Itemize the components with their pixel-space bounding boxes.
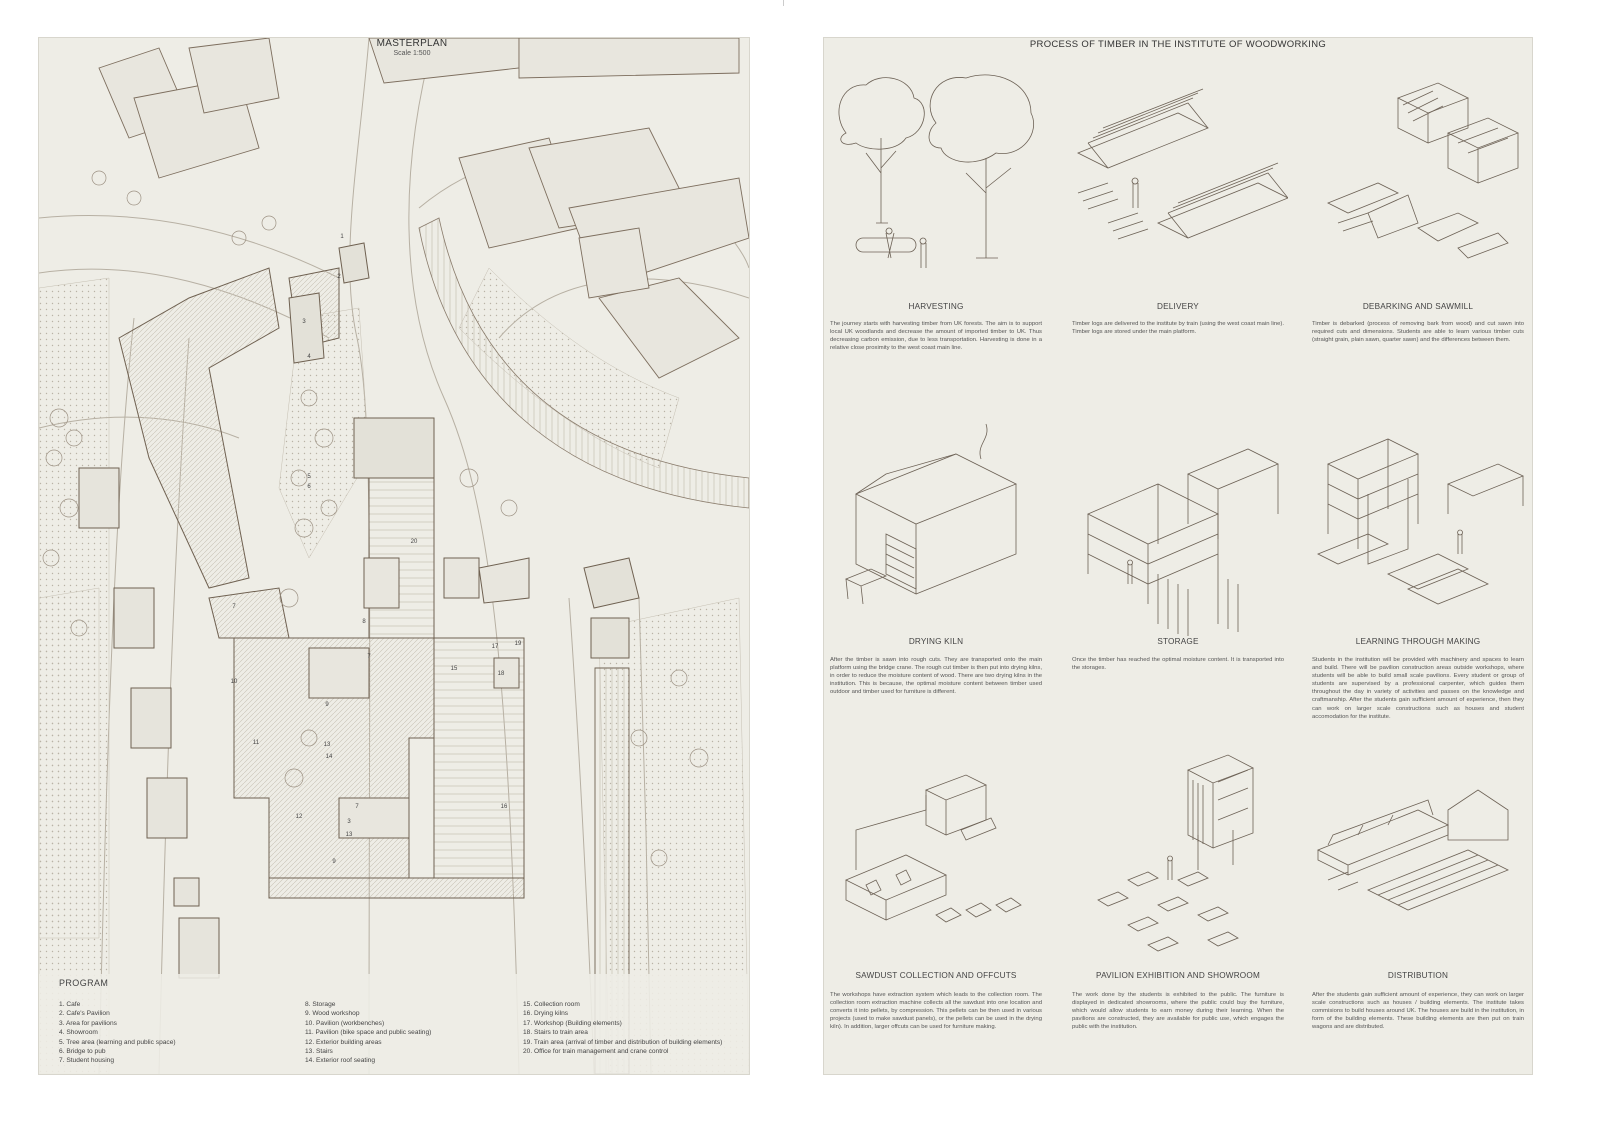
program-column-2: [305, 1000, 431, 1066]
program-column-3: [523, 1000, 722, 1056]
program-item: 17. Workshop (Building elements): [523, 1019, 622, 1027]
plan-number-label: 7: [355, 804, 359, 810]
step-description: The workshops have extraction system which leads to the collection room. The collection room extraction machine collects all the sawdust into one location and converts it into pellets, by compression. This pellets can be then used in various projects (used to make sawdust panels), or the pellets can be used in the drying kiln). In addition, larger offcuts can be used for furniture making.: [830, 992, 1042, 1031]
program-item: 5. Tree area (learning and public space): [59, 1038, 176, 1046]
program-item: 7. Student housing: [59, 1057, 114, 1065]
program-item: 4. Showroom: [59, 1029, 98, 1037]
step-description: The work done by the students is exhibited to the public. The furniture is displayed in dedicated showrooms, where the public could buy the furniture, which would allow students to earn money during their learning. When the pavilions are constructed, they are available for public use, which engages the public with the institution.: [1072, 992, 1284, 1031]
process-sheet: [823, 37, 1533, 1075]
program-item: 15. Collection room: [523, 1001, 580, 1008]
step-description: The journey starts with harvesting timber from UK forests. The aim is to support local UK woodlands and decrease the amount of imported timber to UK. Thus decreasing carbon emission, due to less transportation. Harvesting is done in a relative close proximity to the west coast main line.: [830, 321, 1042, 352]
step-delivery: [1068, 73, 1288, 403]
program-item: 10. Pavilion (workbenches): [305, 1019, 385, 1027]
program-item: 14. Exterior roof seating: [305, 1057, 376, 1065]
distribution-illustration: [1308, 750, 1528, 980]
sawmill-illustration: [1308, 73, 1528, 303]
program-title: PROGRAM: [59, 978, 109, 988]
masterplan-title: MASTERPLAN: [376, 38, 448, 49]
kiln-illustration: [826, 414, 1046, 644]
plan-number-label: 18: [497, 671, 505, 677]
plan-number-label: 19: [514, 641, 522, 647]
step-sawdust: [826, 750, 1046, 1070]
step-debarking: [1308, 73, 1528, 403]
step-title: LEARNING THROUGH MAKING: [1355, 637, 1481, 646]
step-distribution: [1308, 750, 1528, 1070]
plan-number-label: 6: [307, 484, 311, 490]
plan-number-label: 16: [500, 804, 508, 810]
program-item: 3. Area for pavilions: [59, 1019, 117, 1027]
step-title: DELIVERY: [1157, 302, 1199, 311]
plan-number-label: 9: [332, 859, 336, 865]
masterplan-drawing: [39, 38, 749, 1074]
plan-number-label: 5: [307, 474, 311, 480]
program-item: 11. Pavilion (bike space and public seating): [305, 1029, 432, 1037]
step-title: HARVESTING: [908, 302, 964, 311]
plan-number-label: 3: [302, 319, 306, 325]
plan-number-label: 13: [323, 742, 331, 748]
step-title: DISTRIBUTION: [1387, 971, 1449, 980]
sheet-divider: [783, 0, 784, 6]
storage-illustration: [1068, 414, 1288, 644]
learning-illustration: [1308, 414, 1528, 644]
plan-number-label: 7: [367, 654, 371, 660]
plan-number-label: 17: [491, 644, 499, 650]
step-title: DEBARKING AND SAWMILL: [1362, 302, 1474, 311]
step-harvesting: [826, 73, 1046, 403]
masterplan-scale: Scale 1:500: [393, 50, 431, 57]
program-item: 19. Train area (arrival of timber and distribution of building elements): [523, 1038, 723, 1046]
step-title: PAVILION EXHIBITION AND SHOWROOM: [1096, 971, 1260, 980]
step-drying-kiln: [826, 414, 1046, 744]
plan-number-label: 3: [347, 819, 351, 825]
step-description: After the students gain sufficient amount of experience, they can work on larger scale constructions such as houses / building elements. The institute takes commisions to build houses around UK. The houses are build in the institution, in form of the building elements. These building elements are then put on train wagons and are distributed.: [1312, 992, 1524, 1031]
plan-number-label: 14: [325, 754, 333, 760]
plan-number-label: 15: [450, 666, 458, 672]
step-title: STORAGE: [1157, 637, 1199, 646]
plan-number-label: 8: [362, 619, 366, 625]
program-item: 9. Wood workshop: [305, 1010, 360, 1018]
plan-number-label: 20: [410, 539, 418, 545]
plan-number-label: 4: [307, 354, 311, 360]
plan-number-label: 10: [230, 679, 238, 685]
step-description: Timber logs are delivered to the institute by train (using the west coast main line). Timber logs are stored under the main platform.: [1072, 321, 1284, 336]
program-item: 6. Bridge to pub: [59, 1048, 106, 1056]
plan-number-label: 7: [232, 604, 236, 610]
step-learning: [1308, 414, 1528, 744]
program-item: 1. Cafe: [59, 1001, 81, 1008]
program-item: 8. Storage: [305, 1001, 336, 1008]
plan-number-label: 11: [252, 740, 260, 746]
program-item: 20. Office for train management and crane control: [523, 1048, 669, 1056]
step-description: After the timber is sawn into rough cuts. They are transported onto the main platform using the bridge crane. The rough cut timber is then put into drying kilns, in order to reduce the moisture content of wood. There are two drying kilns in the institution. This is because, the optimal moisture content between timber used outdoor and timber used for furniture is different.: [830, 657, 1042, 696]
sawdust-illustration: [826, 750, 1046, 980]
plan-number-label: 13: [345, 832, 353, 838]
step-description: Students in the institution will be provided with machinery and spaces to learn and build. There will be pavilion construction areas outside workshops, where students will be able to build small scale pavilions. Every student or group of students are supervised by a professional carpenter, which guides them throughout the day in variety of activities and passes on the knowledge and craftmanship. After the students gain sufficient amount of experience, then they can work on larger scale constructions such as houses and student accomodation for the institute.: [1312, 657, 1524, 720]
harvesting-illustration: [826, 73, 1046, 303]
step-pavilion-exhibition: [1068, 750, 1288, 1070]
delivery-illustration: [1068, 73, 1288, 303]
program-item: 2. Cafe's Pavilion: [59, 1010, 110, 1018]
program-item: 18. Stairs to train area: [523, 1029, 588, 1037]
program-item: 13. Stairs: [305, 1048, 333, 1056]
program-legend: [39, 974, 749, 1074]
step-description: Once the timber has reached the optimal moisture content. It is transported into the storages.: [1072, 657, 1284, 672]
masterplan-sheet: [38, 37, 750, 1075]
step-title: DRYING KILN: [908, 637, 964, 646]
program-column-1: [59, 1000, 176, 1066]
step-description: Timber is debarked (process of removing bark from wood) and cut sawn into required cuts and dimensions. Students are able to learn various timber cuts (straight grain, plain sawn, quarter sawn) and the differences between them.: [1312, 321, 1524, 344]
plan-number-label: 1: [340, 234, 344, 240]
program-item: 16. Drying kilns: [523, 1010, 569, 1018]
plan-number-label: 12: [295, 814, 303, 820]
pavilion-illustration: [1068, 750, 1288, 980]
plan-number-label: 2: [337, 274, 341, 280]
program-item: 12. Exterior building areas: [305, 1038, 382, 1046]
step-storage: [1068, 414, 1288, 744]
step-title: SAWDUST COLLECTION AND OFFCUTS: [855, 971, 1017, 980]
plan-number-label: 9: [325, 702, 329, 708]
process-title: PROCESS OF TIMBER IN THE INSTITUTE OF WOODWORKING: [1029, 39, 1327, 50]
